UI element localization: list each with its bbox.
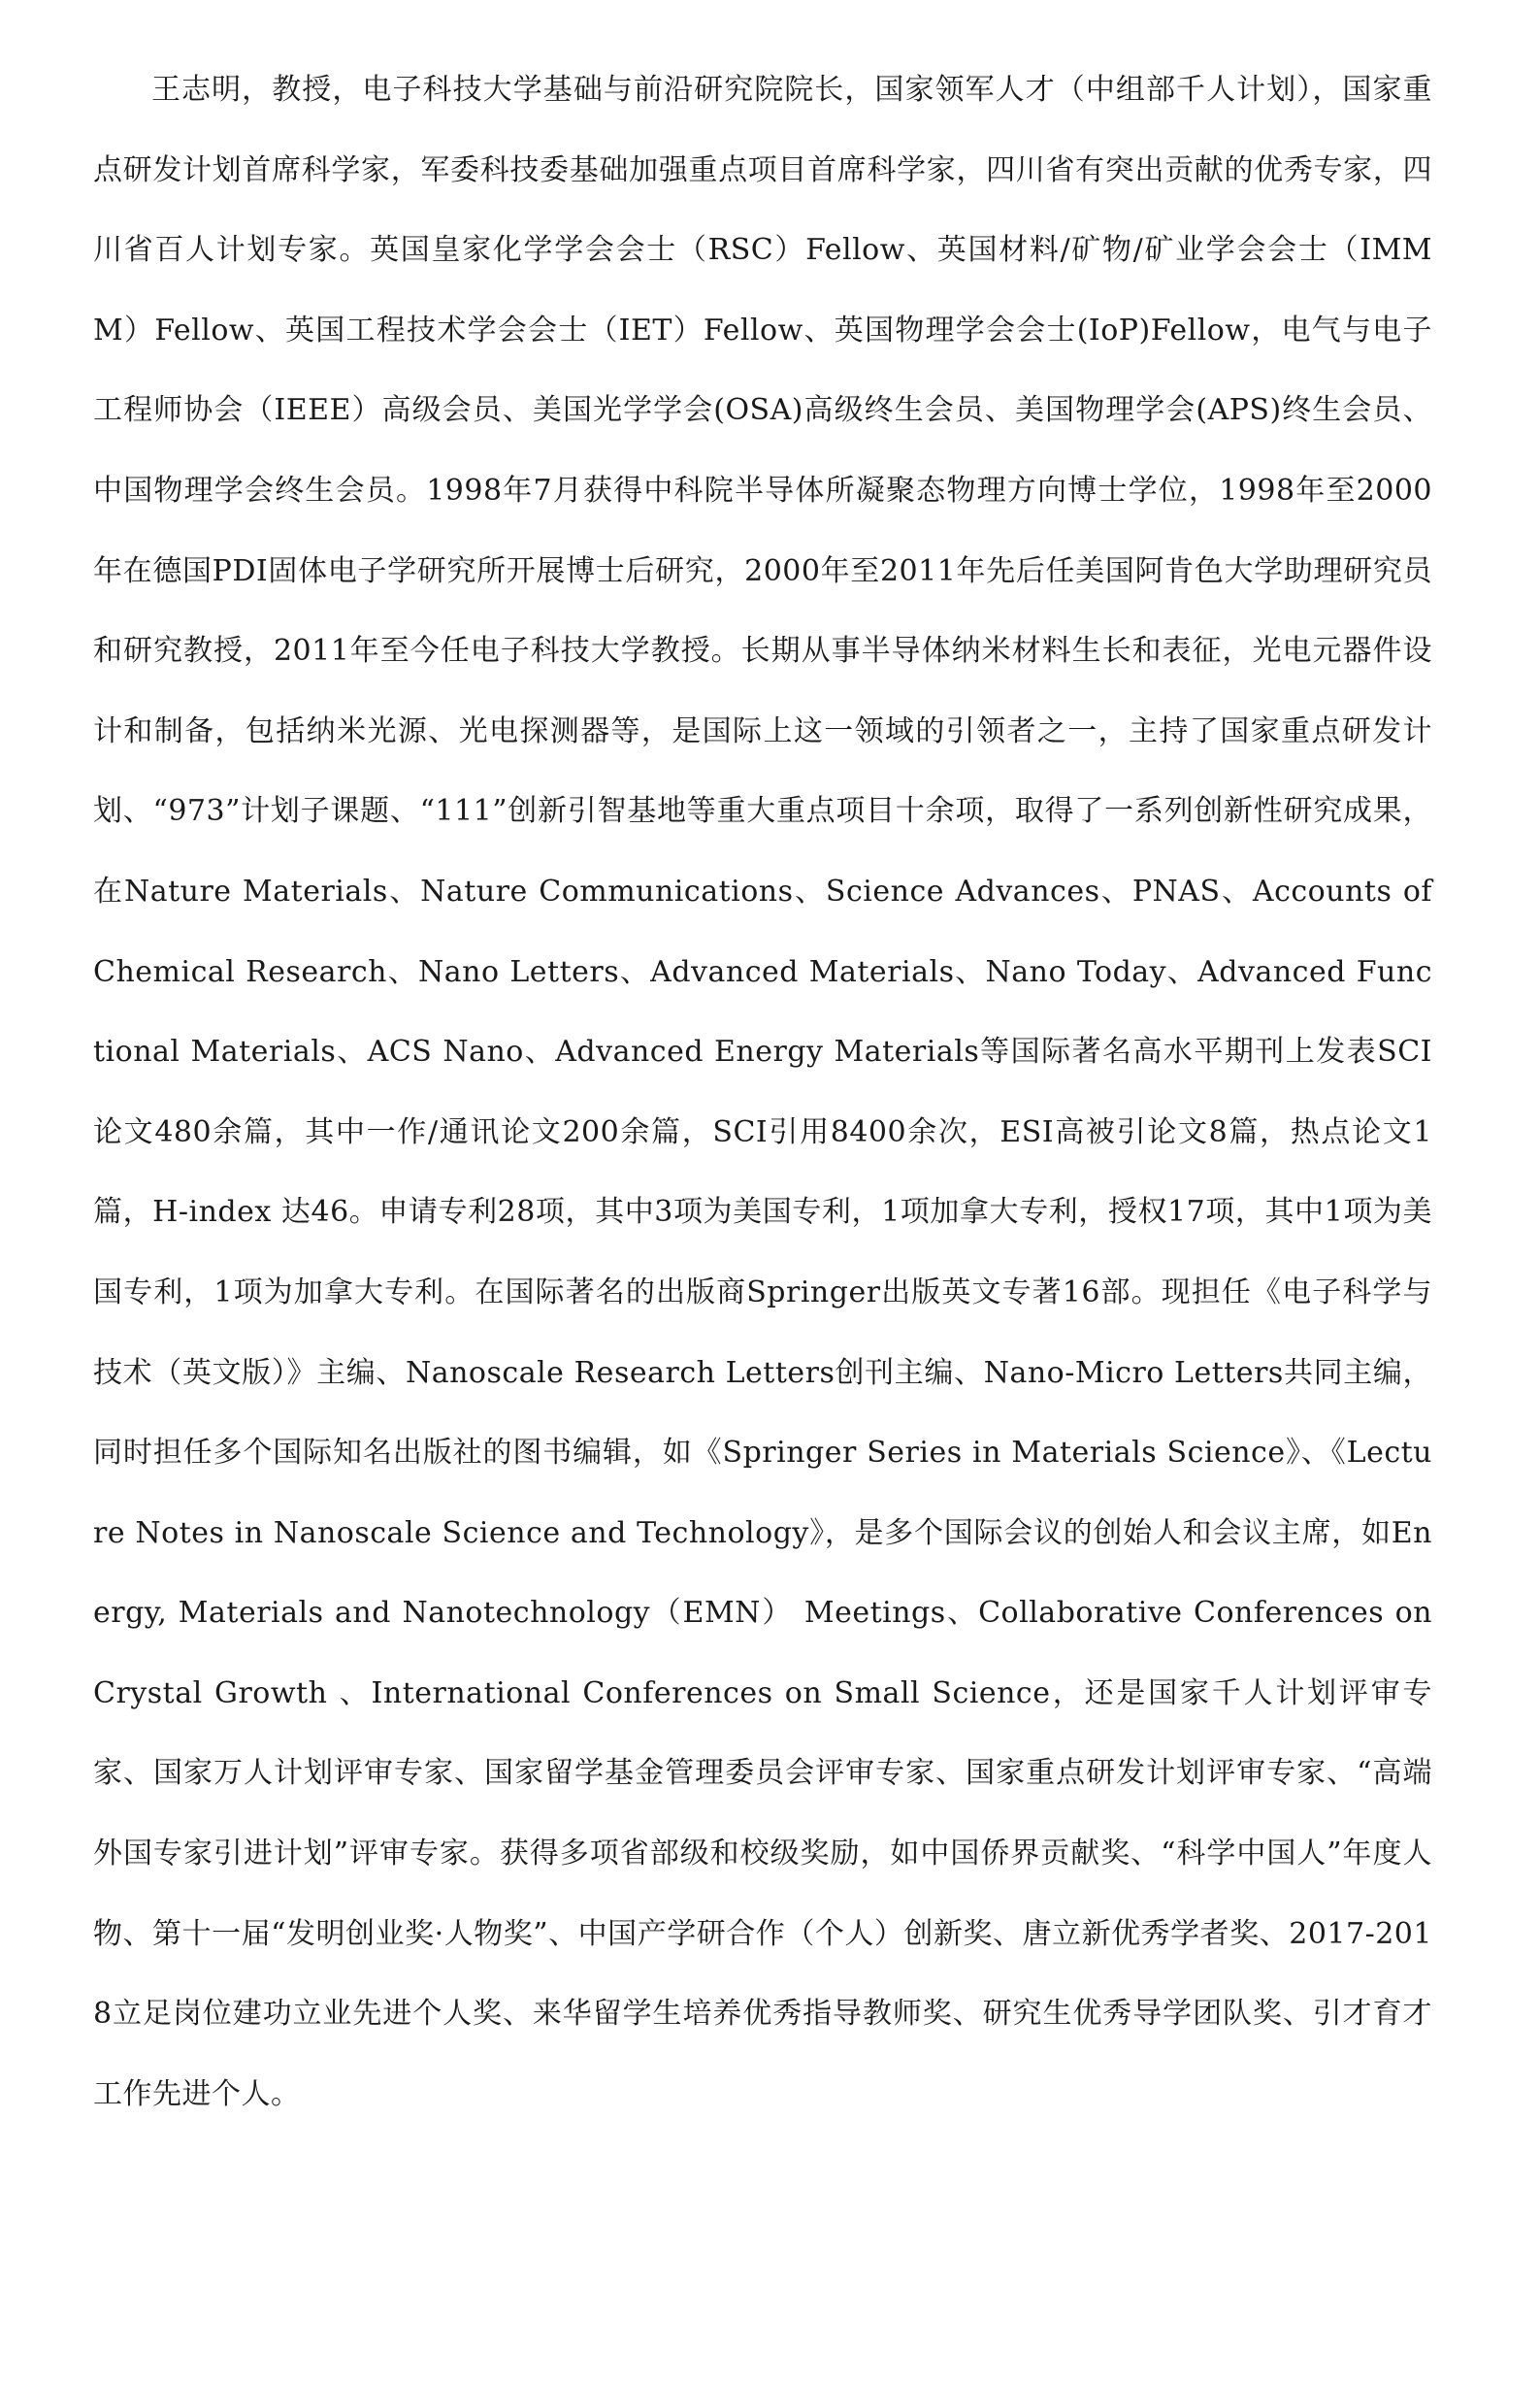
biography-paragraph: 王志明，教授，电子科技大学基础与前沿研究院院长，国家领军人才（中组部千人计划），国家重点研发计划首席科学家，军委科技委基础加强重点项目首席科学家，四川省有突出贡献的优秀专家，四川省百人计划专家。英国皇家化学学会会士（RSC）Fellow、英国材料/矿物/矿业学会会士（IMMM）Fellow、英国工程技术学会会士（IET）Fellow、英国物理学会会士(IoP)Fellow，电气与电子工程师协会（IEEE）高级会员、美国光学学会(OSA)高级终生会员、美国物理学会(APS)终生会员、中国物理学会终生会员。1998年7月获得中科院半导体所凝聚态物理方向博士学位，1998年至2000年在德国PDI固体电子学研究所开展博士后研究，2000年至2011年先后任美国阿肯色大学助理研究员和研究教授，2011年至今任电子科技大学教授。长期从事半导体纳米材料生长和表征，光电元器件设计和制备，包括纳米光源、光电探测器等，是国际上这一领域的引领者之一，主持了国家重点研发计划、“973”计划子课题、“111”创新引智基地等重大重点项目十余项，取得了一系列创新性研究成果，在Nature Materials、Nature Communications、Science Advances、PNAS、Accounts of Chemical Research、Nano Letters、Advanced Materials、Nano Today、Advanced Functional Materials、ACS Nano、Advanced Energy Materials等国际著名高水平期刊上发表SCI 论文480余篇，其中一作/通讯论文200余篇，SCI引用8400余次，ESI高被引论文8篇，热点论文1篇，H-index 达46。申请专利28项，其中3项为美国专利，1项加拿大专利，授权17项，其中1项为美国专利，1项为加拿大专利。在国际著名的出版商Springer出版英文专著16部。现担任《电子科学与技术（英文版）》主编、Nanoscale Research Letters创刊主编、Nano-Micro Letters共同主编，同时担任多个国际知名出版社的图书编辑，如《Springer Series in Materials Science》、《Lecture Notes in Nanoscale Science and Technology》，是多个国际会议的创始人和会议主席，如Energy, Materials and Nanotechnology（EMN） Meetings、Collaborative Conferences on Crystal Growth 、International Conferences on Small Science，还是国家千人计划评审专家、国家万人计划评审专家、国家留学基金管理委员会评审专家、国家重点研发计划评审专家、“高端外国专家引进计划”评审专家。获得多项省部级和校级奖励，如中国侨界贡献奖、“科学中国人”年度人物、第十一届“发明创业奖·人物奖”、中国产学研合作（个人）创新奖、唐立新优秀学者奖、2017-2018立足岗位建功立业先进个人奖、来华留学生培养优秀指导教师奖、研究生优秀导学团队奖、引才育才工作先进个人。 [93,73,1432,2111]
